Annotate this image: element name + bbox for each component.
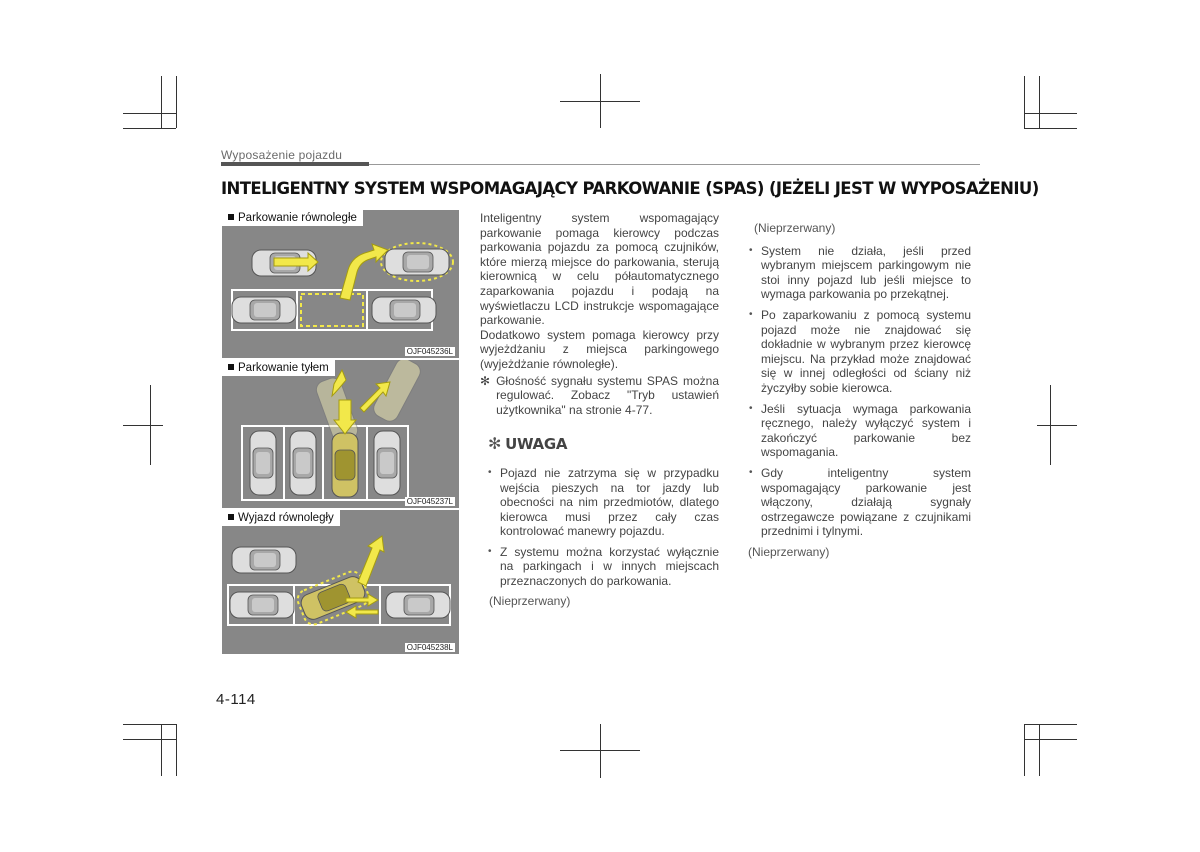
figure-column xyxy=(222,210,459,654)
crop-mark xyxy=(1024,76,1025,128)
crop-mark xyxy=(161,76,162,128)
caution-asterisk-icon: ✻ xyxy=(488,434,502,454)
volume-note xyxy=(480,374,719,418)
note-text: Głośność sygnału systemu SPAS można regulować. Zobacz "Tryb ustawień użytkownika" na stronie 4-77. xyxy=(496,373,719,417)
crop-mark xyxy=(123,113,176,114)
crop-mark xyxy=(600,74,601,128)
caution-heading xyxy=(488,434,719,454)
intro-paragraph: Inteligentny system wspomagający parkowanie pomaga kierowcy podczas parkowania pojazdu za pomocą czujników, które mierzą miejsce do parkowania, sterują kierownicą w celu półautomatycznego zaparkowania pojazdu i podają na wyświetlaczu LCD instrukcje wspomagające parkowanie. xyxy=(480,211,719,328)
crop-mark xyxy=(1024,113,1077,114)
figure-label: Parkowanie równoległe xyxy=(222,210,363,226)
section-bar xyxy=(221,162,369,166)
continued-label: (Nieprzerwany) xyxy=(754,221,836,235)
crop-mark xyxy=(123,739,176,740)
list-item: • System nie działa, jeśli przed wybranym miejscem parkingowym nie stoi inny pojazd lub jeśli miejsce to wymaga parkowania po przekątnej. xyxy=(748,244,971,302)
crop-mark xyxy=(123,128,176,129)
caution-list-continued xyxy=(748,244,971,539)
figure-label: Wyjazd równoległy xyxy=(222,510,340,526)
square-bullet-icon xyxy=(228,514,234,520)
list-item: • Gdy inteligentny system wspomagający parkowanie jest włączony, działają sygnały ostrzegawcze powiązane z czujnikami przednimi i tylnymi. xyxy=(748,466,971,539)
crop-mark xyxy=(1024,128,1077,129)
crop-mark xyxy=(176,76,177,128)
crop-mark xyxy=(150,385,151,465)
crop-mark xyxy=(1039,76,1040,128)
crop-mark xyxy=(600,724,601,778)
section-label: Wyposażenie pojazdu xyxy=(221,148,343,162)
square-bullet-icon xyxy=(228,214,234,220)
parallel-parking-illustration xyxy=(222,210,459,358)
text-column-1 xyxy=(480,211,719,608)
crop-mark xyxy=(1024,724,1025,776)
crop-mark xyxy=(161,724,162,776)
figure-reverse-parking xyxy=(222,360,459,508)
figure-code: OJF045236L xyxy=(406,347,453,356)
asterisk-icon: ✻ xyxy=(480,373,491,388)
page-title: INTELIGENTNY SYSTEM WSPOMAGAJĄCY PARKOWANIE (SPAS) (JEŻELI JEST W WYPOSAŻENIU) xyxy=(221,179,1039,198)
list-item: • Po zaparkowaniu z pomocą systemu pojazd może nie znajdować się dokładnie w wybranym przez kierowcę miejscu. Na przykład może znajdować się w innej odległości od ściany niż życzyłby sobie kierowca. xyxy=(748,308,971,396)
list-item: • Pojazd nie zatrzyma się w przypadku wejścia pieszych na tor jazdy lub obecności na nim przedmiotów, dlatego kierowca musi przez cały czas kontrolować manewry pojazdu. xyxy=(487,466,719,539)
figure-code: OJF045237L xyxy=(406,497,453,506)
caution-list xyxy=(487,466,719,589)
parallel-exit-illustration xyxy=(222,510,459,654)
section-divider xyxy=(369,164,980,165)
figure-parallel-exit xyxy=(222,510,459,654)
reverse-parking-illustration xyxy=(222,360,459,508)
continued-label: (Nieprzerwany) xyxy=(748,544,830,559)
list-item: • Z systemu można korzystać wyłącznie na parkingach i w innych miejscach przeznaczonych do parkowania. xyxy=(487,545,719,589)
crop-mark xyxy=(1050,385,1051,465)
continued-label: (Nieprzerwany) xyxy=(489,593,571,608)
crop-mark xyxy=(123,724,176,725)
additional-paragraph: Dodatkowo system pomaga kierowcy przy wyjeżdżaniu z miejsca parkingowego (wyjeżdżanie równoległe). xyxy=(480,327,719,371)
crop-mark xyxy=(123,425,163,426)
figure-code: OJF045238L xyxy=(406,643,453,652)
crop-mark xyxy=(1039,724,1040,776)
crop-mark xyxy=(1037,425,1077,426)
figure-label: Parkowanie tyłem xyxy=(222,360,335,376)
figure-parallel-parking xyxy=(222,210,459,358)
list-item: • Jeśli sytuacja wymaga parkowania ręcznego, należy wyłączyć system i zakończyć parkowanie bez wspomagania. xyxy=(748,402,971,460)
crop-mark xyxy=(176,724,177,776)
crop-mark xyxy=(1024,724,1077,725)
text-column-2 xyxy=(748,221,971,559)
square-bullet-icon xyxy=(228,364,234,370)
page-number: 4-114 xyxy=(216,691,256,708)
crop-mark xyxy=(1024,739,1077,740)
caution-title: UWAGA xyxy=(505,435,568,454)
